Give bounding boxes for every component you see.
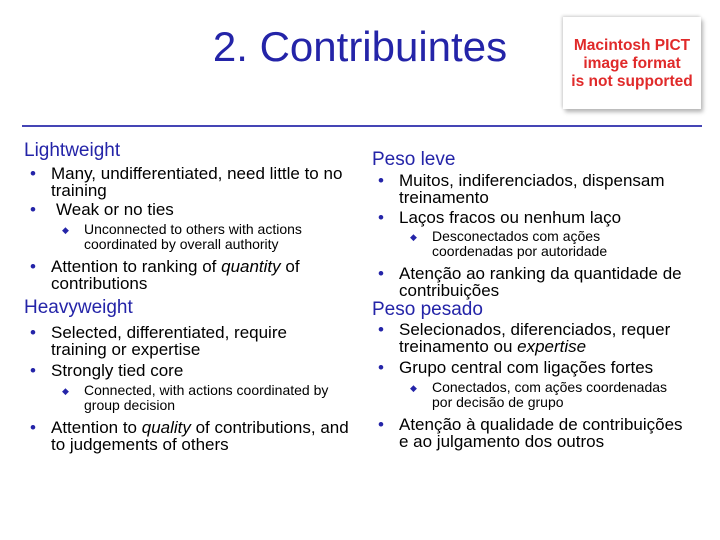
bullet-icon: • — [378, 264, 384, 283]
sub-bullet-text: Conectados, com ações coordenadas por decisão de grupo — [432, 379, 668, 410]
title-divider — [22, 125, 702, 127]
diamond-bullet-icon: ◆ — [410, 232, 417, 242]
portuguese-column — [372, 149, 702, 450]
diamond-bullet-icon: ◆ — [410, 383, 417, 393]
english-column — [24, 140, 359, 453]
sub-bullet-item — [372, 229, 672, 259]
bullet-icon: • — [30, 164, 36, 183]
bullet-text: Laços fracos ou nenhum laço — [399, 208, 622, 227]
sub-bullet-item — [24, 383, 334, 413]
bullet-text: Selecionados, diferenciados, requer treinamento ou expertise — [399, 320, 671, 356]
heading-peso-pesado: Peso pesado — [372, 299, 483, 320]
bullet-item — [24, 201, 359, 218]
sub-bullet-item — [24, 222, 324, 252]
bullet-icon: • — [30, 418, 36, 437]
bullet-item — [24, 165, 351, 199]
bullet-text: Strongly tied core — [51, 361, 184, 380]
sub-bullet-text: Unconnected to others with actions coordinated by overall authority — [84, 221, 302, 252]
bullet-item — [24, 324, 341, 358]
sub-bullet-item — [372, 380, 682, 410]
bullet-item — [24, 419, 351, 453]
diamond-bullet-icon: ◆ — [62, 225, 69, 235]
sub-bullet-text: Connected, with actions coordinated by group decision — [84, 382, 329, 413]
bullet-icon: • — [378, 171, 384, 190]
bullet-item — [372, 416, 689, 450]
bullet-icon: • — [378, 208, 384, 227]
bullet-item — [372, 265, 699, 299]
bullet-item — [372, 359, 702, 376]
placeholder-line-1: Macintosh PICT — [573, 37, 691, 54]
unsupported-image-placeholder — [563, 17, 701, 109]
bullet-text: Many, undifferentiated, need little to no training — [51, 164, 343, 200]
bullet-text: Weak or no ties — [56, 200, 174, 219]
placeholder-line-3: is not supported — [571, 73, 693, 90]
bullet-icon: • — [378, 415, 384, 434]
bullet-item — [372, 209, 702, 226]
bullet-text: Grupo central com ligações fortes — [399, 358, 654, 377]
bullet-icon: • — [30, 257, 36, 276]
bullet-text: Attention to ranking of quantity of contributions — [51, 257, 300, 293]
bullet-icon: • — [30, 323, 36, 342]
bullet-item — [372, 172, 699, 206]
bullet-item — [24, 258, 341, 292]
bullet-icon: • — [378, 358, 384, 377]
placeholder-line-2: image format — [583, 55, 681, 72]
bullet-text: Selected, differentiated, require training or expertise — [51, 323, 287, 359]
slide-title: 2. Contribuintes — [212, 23, 508, 70]
bullet-text: Atenção à qualidade de contribuições e ao julgamento dos outros — [399, 415, 683, 451]
bullet-text: Attention to quality of contributions, and to judgements of others — [51, 418, 349, 454]
bullet-icon: • — [378, 320, 384, 339]
heading-heavyweight: Heavyweight — [24, 297, 133, 318]
sub-bullet-text: Desconectados com ações coordenadas por autoridade — [432, 228, 608, 259]
heading-peso-leve: Peso leve — [372, 149, 456, 170]
heading-lightweight: Lightweight — [24, 140, 121, 161]
bullet-item — [372, 321, 699, 355]
bullet-icon: • — [30, 200, 36, 219]
bullet-item — [24, 362, 359, 379]
diamond-bullet-icon: ◆ — [62, 386, 69, 396]
bullet-icon: • — [30, 361, 36, 380]
bullet-text: Muitos, indiferenciados, dispensam treinamento — [399, 171, 665, 207]
bullet-text: Atenção ao ranking da quantidade de contribuições — [399, 264, 682, 300]
